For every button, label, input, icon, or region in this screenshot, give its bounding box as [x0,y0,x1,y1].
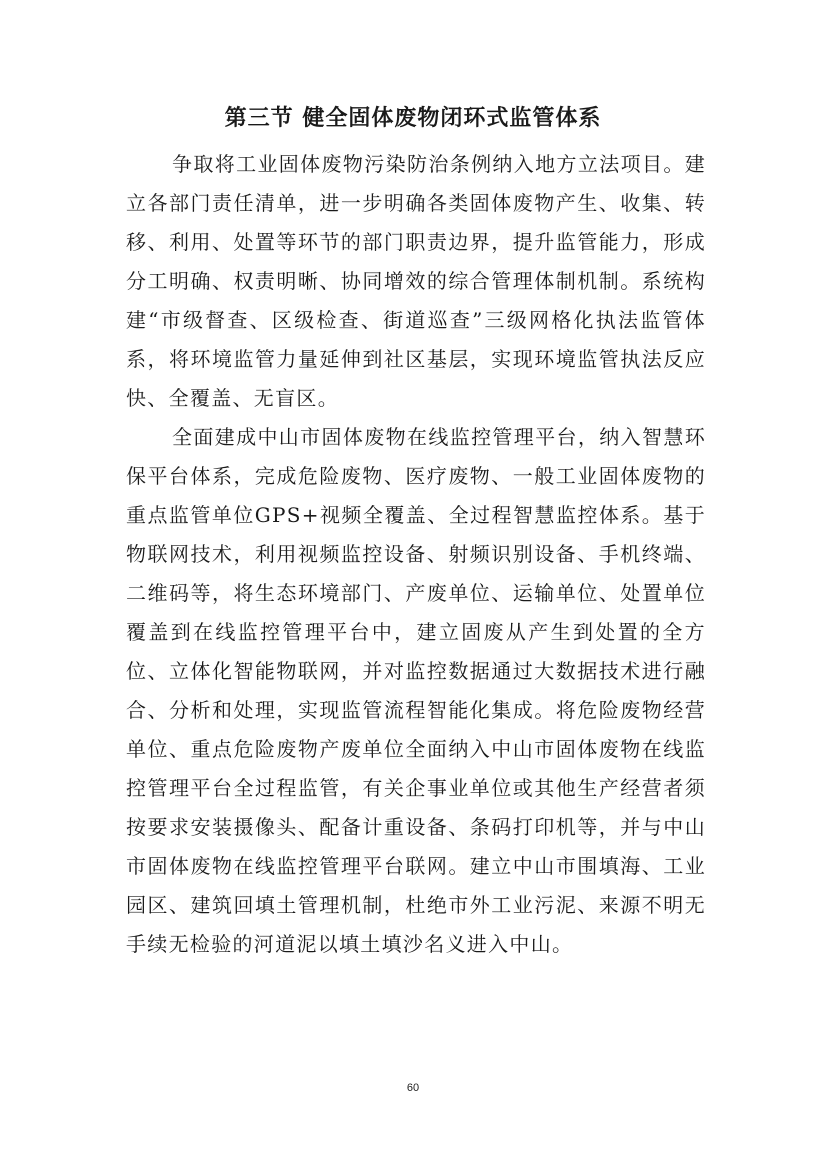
paragraph-legislation-and-supervision: 争取将工业固体废物污染防治条例纳入地方立法项目。建立各部门责任清单，进一步明确各类固体废物产生、收集、转移、利用、处置等环节的部门职责边界，提升监管能力，形成分工明确、权责明晰、协同增效的综合管理体制机制。系统构建“市级督查、区级检查、街道巡查”三级网格化执法监管体系，将环境监管力量延伸到社区基层，实现环境监管执法反应快、全覆盖、无盲区。 [126,152,706,410]
paragraph-online-monitoring-platform: 全面建成中山市固体废物在线监控管理平台，纳入智慧环保平台体系，完成危险废物、医疗废物、一般工业固体废物的重点监管单位GPS+视频全覆盖、全过程智慧监控体系。基于物联网技术，利用视频监控设备、射频识别设备、手机终端、二维码等，将生态环境部门、产废单位、运输单位、处置单位覆盖到在线监控管理平台中，建立固废从产生到处置的全方位、立体化智能物联网，并对监控数据通过大数据技术进行融合、分析和处理，实现监管流程智能化集成。将危险废物经营单位、重点危险废物产废单位全面纳入中山市固体废物在线监控管理平台全过程监管，有关企事业单位或其他生产经营者须按要求安装摄像头、配备计重设备、条码打印机等，并与中山市固体废物在线监控管理平台联网。建立中山市围填海、工业园区、建筑回填土管理机制，杜绝市外工业污泥、来源不明无手续无检验的河道泥以填土填沙名义进入中山。 [126,425,706,956]
body-text [126,145,706,964]
section-title: 第三节 健全固体废物闭环式监管体系 [224,105,602,131]
page-number: 60 [406,1082,420,1094]
